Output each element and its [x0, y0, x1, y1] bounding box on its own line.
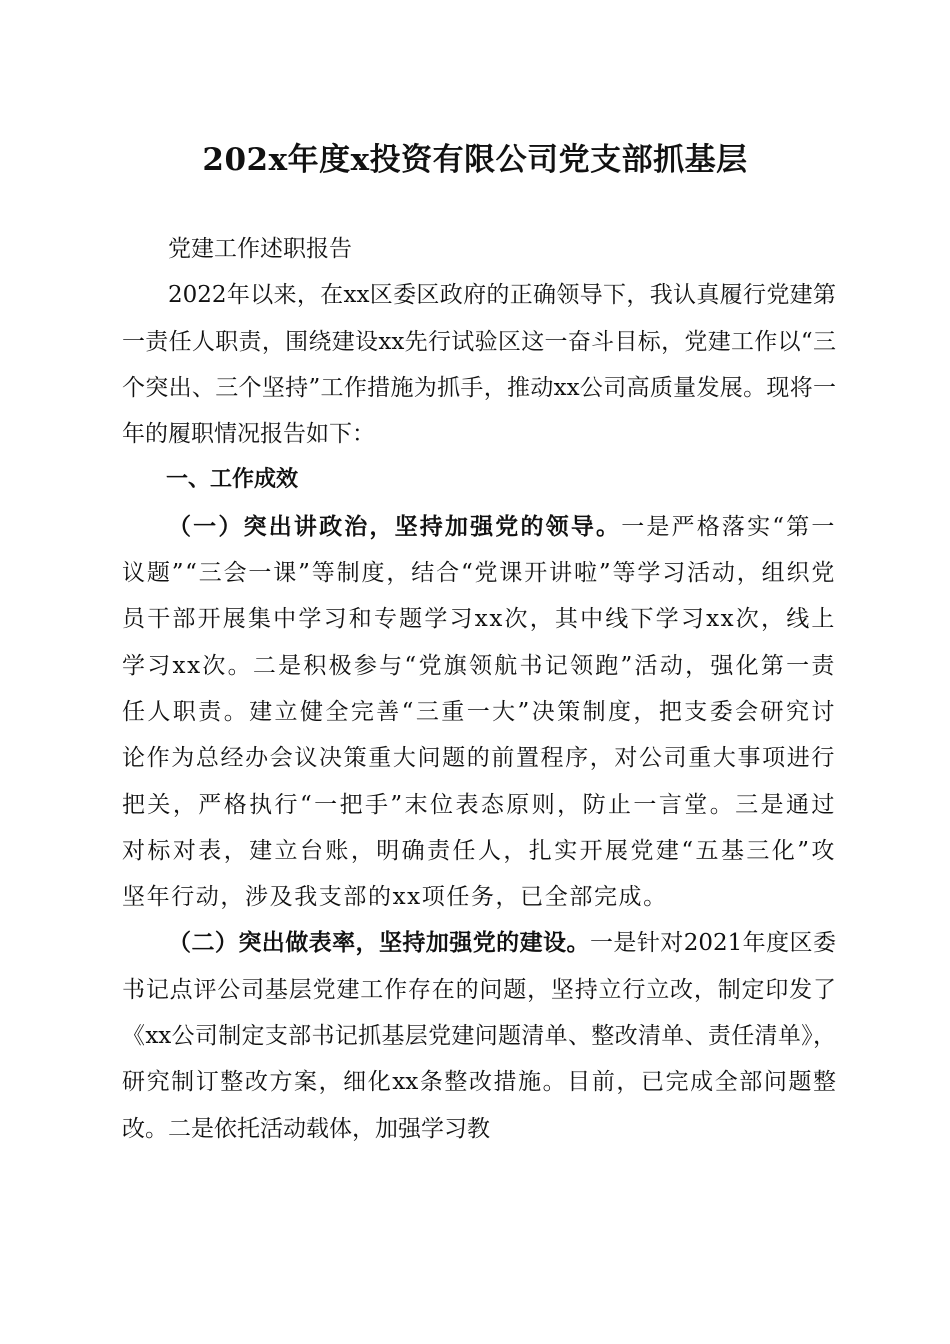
- paragraph-2-lead: （二）突出做表率，坚持加强党的建设。: [168, 930, 590, 957]
- document-subtitle: 党建工作述职报告: [168, 236, 352, 262]
- intro-paragraph: 2022年以来，在xx区委区政府的正确领导下，我认真履行党建第一责任人职责，围绕建设xx先行试验区这一奋斗目标，党建工作以“三个突出、三个坚持”工作措施为抓手，推动xx公司高质量发展。现将一年的履职情况报告如下：: [122, 282, 836, 448]
- paragraph-1: [122, 504, 836, 921]
- section-heading-1: 一、工作成效: [166, 467, 299, 493]
- paragraph-2-body: 一是针对2021年度区委书记点评公司基层党建工作存在的问题，坚持立行立改，制定印发了《xx公司制定支部书记抓基层党建问题清单、整改清单、责任清单》，研究制订整改方案，细化xx条整改措施。目前，已完成全部问题整改。二是依托活动载体，加强学习教: [122, 930, 836, 1142]
- document-body: [122, 226, 836, 1152]
- paragraph-1-body: 一是严格落实“第一议题”“三会一课”等制度，结合“党课开讲啦”等学习活动，组织党员干部开展集中学习和专题学习xx次，其中线下学习xx次，线上学习xx次。二是积极参与“党旗领航书记领跑”活动，强化第一责任人职责。建立健全完善“三重一大”决策制度，把支委会研究讨论作为总经办会议决策重大问题的前置程序，对公司重大事项进行把关，严格执行“一把手”末位表态原则，防止一言堂。三是通过对标对表，建立台账，明确责任人，扎实开展党建“五基三化”攻坚年行动，涉及我支部的xx项任务，已全部完成。: [122, 513, 836, 911]
- paragraph-1-lead: （一）突出讲政治，坚持加强党的领导。: [168, 513, 622, 540]
- paragraph-2: [122, 920, 836, 1151]
- document-title: 202x年度x投资有限公司党支部抓基层: [202, 142, 748, 178]
